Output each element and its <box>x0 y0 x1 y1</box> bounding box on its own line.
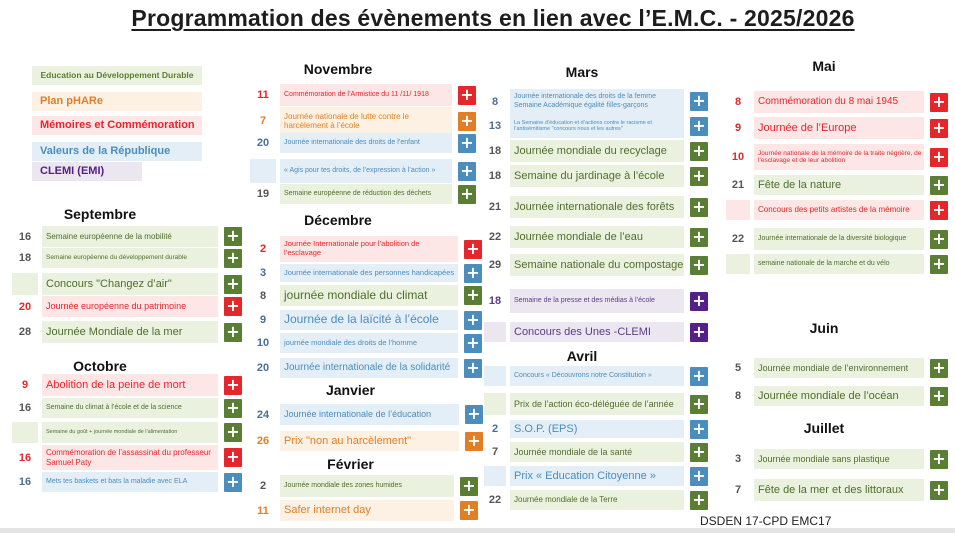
event-label-text: journée mondiale du climat <box>284 287 428 302</box>
event-label-text: Mets tes baskets et bats la maladie avec ELA <box>46 477 188 485</box>
event-day <box>484 393 506 415</box>
event-label <box>510 366 684 386</box>
event-day: 29 <box>488 259 502 271</box>
month-heading: Juin <box>809 320 839 336</box>
event-label <box>280 500 454 521</box>
event-label <box>510 254 684 276</box>
plus-icon: + <box>467 430 481 450</box>
add-event-button[interactable] <box>690 256 708 275</box>
event-label <box>42 398 218 418</box>
plus-icon: + <box>692 321 706 341</box>
plus-icon: + <box>692 196 706 216</box>
event-label <box>280 133 452 153</box>
event-label <box>280 236 458 262</box>
event-label-text: Commémoration de l’assassinat du professeur Samuel Paty <box>46 448 211 467</box>
event-label <box>510 226 684 248</box>
add-event-button[interactable] <box>690 323 708 342</box>
event-label-text: « Agis pour tes droits, de l’expression à l’action » <box>284 166 436 174</box>
add-event-button[interactable] <box>690 395 708 414</box>
add-event-button[interactable] <box>690 117 708 136</box>
add-event-button[interactable] <box>930 255 948 274</box>
add-event-button[interactable] <box>690 491 708 510</box>
event-label-text: Fête de la nature <box>758 178 842 191</box>
plus-icon: + <box>692 165 706 185</box>
add-event-button[interactable] <box>224 227 242 246</box>
plus-icon: + <box>462 500 476 519</box>
event-day: 2 <box>259 243 267 255</box>
plus-icon: + <box>932 253 946 273</box>
event-label-text: Journée mondiale du recyclage <box>514 144 667 157</box>
event-label <box>42 226 218 247</box>
event-label <box>754 175 924 195</box>
event-label-text: Journée internationale des personnes handicapées <box>284 267 455 277</box>
event-day: 3 <box>734 453 742 465</box>
plus-icon: + <box>692 489 706 509</box>
add-event-button[interactable] <box>930 119 948 138</box>
event-day: 16 <box>18 476 32 488</box>
event-label <box>754 386 924 406</box>
plus-icon: + <box>692 393 706 413</box>
plus-icon: + <box>466 238 480 258</box>
event-label-text: Journée internationale des droits de l’enfant <box>284 138 420 146</box>
plus-icon: + <box>466 357 480 377</box>
plus-icon: + <box>460 160 474 180</box>
plus-icon: + <box>692 140 706 160</box>
plus-icon: + <box>466 332 480 352</box>
event-day: 2 <box>491 423 499 435</box>
event-label <box>42 445 218 470</box>
month-heading: Février <box>327 456 374 472</box>
event-day: 7 <box>491 446 499 458</box>
event-label <box>42 296 218 317</box>
footer-credit: DSDEN 17-CPD EMC17 <box>700 514 832 528</box>
plus-icon: + <box>226 321 240 341</box>
event-label <box>280 404 459 425</box>
event-day <box>726 254 750 274</box>
event-label-text: La Semaine d’éducation et d’actions contre le racisme et l’antisémitisme "concours nous et les autres" <box>514 119 652 132</box>
add-event-button[interactable] <box>930 450 948 469</box>
event-label <box>280 264 458 282</box>
event-label <box>280 333 458 353</box>
event-day: 22 <box>488 231 502 243</box>
month-heading: Mai <box>812 58 836 74</box>
event-day <box>726 200 750 220</box>
event-label <box>280 184 452 204</box>
event-label <box>510 196 684 218</box>
plus-icon: + <box>932 146 946 166</box>
event-day <box>484 366 506 386</box>
event-label <box>280 285 458 306</box>
add-event-button[interactable] <box>930 387 948 406</box>
add-event-button[interactable] <box>458 86 476 105</box>
plus-icon: + <box>692 418 706 438</box>
event-day <box>484 322 506 342</box>
plus-icon: + <box>932 357 946 377</box>
plus-icon: + <box>226 374 240 394</box>
month-heading: Mars <box>565 64 599 80</box>
add-event-button[interactable] <box>464 240 482 259</box>
event-label-text: Concours « Découvrons notre Constitution » <box>514 371 652 379</box>
event-label-text: Journée mondiale de la Terre <box>514 495 618 505</box>
event-label-text: Journée internationale des forêts <box>514 200 675 213</box>
event-day: 8 <box>259 289 267 302</box>
event-label <box>754 117 924 139</box>
event-label-text: Fête de la mer et des littoraux <box>758 483 904 496</box>
event-day: 13 <box>488 120 502 132</box>
event-label-text: Semaine européenne de la mobilité <box>46 231 172 241</box>
plus-icon: + <box>226 247 240 267</box>
plus-icon: + <box>226 296 240 315</box>
event-label-text: Journée Internationale pour l’abolition de l’esclavage <box>284 239 420 257</box>
event-label-text: semaine nationale de la marche et du vélo <box>758 259 890 267</box>
event-label-text: Abolition de la peine de mort <box>46 378 186 391</box>
event-day: 16 <box>18 402 32 414</box>
event-day: 7 <box>259 115 267 127</box>
plus-icon: + <box>692 254 706 274</box>
event-label-text: Journée mondiale de l’océan <box>758 389 899 402</box>
event-day: 18 <box>18 252 32 264</box>
event-label-text: Journée internationale de la solidarité <box>284 362 451 374</box>
add-event-button[interactable] <box>224 323 242 342</box>
event-label <box>754 254 924 274</box>
page-title: Programmation des évènements en lien avec l’E.M.C. - 2025/2026 <box>131 5 855 31</box>
add-event-button[interactable] <box>690 420 708 439</box>
event-label <box>42 422 218 443</box>
event-label <box>280 310 458 330</box>
event-label-text: Semaine du goût + journée mondiale de l’alimentation <box>46 429 178 436</box>
event-label-text: Journée internationale de la diversité biologique <box>758 234 907 242</box>
event-label-text: Journée mondiale des zones humides <box>284 481 402 489</box>
add-event-button[interactable] <box>930 359 948 378</box>
event-label <box>280 475 454 497</box>
event-label <box>510 165 684 187</box>
add-event-button[interactable] <box>690 92 708 111</box>
legend-purple: CLEMI (EMI) <box>32 162 142 181</box>
plus-icon: + <box>692 226 706 246</box>
event-day: 16 <box>18 451 32 464</box>
plus-icon: + <box>692 290 706 310</box>
event-label <box>754 144 924 170</box>
event-day: 20 <box>18 300 32 313</box>
event-label <box>754 200 924 220</box>
event-label <box>280 431 459 451</box>
event-label-text: Journée nationale de lutte contre le harcèlement à l’école <box>284 111 409 130</box>
event-label <box>510 466 684 486</box>
event-label-text: journée mondiale des droits de l’homme <box>284 337 417 347</box>
add-event-button[interactable] <box>464 264 482 283</box>
plus-icon: + <box>466 309 480 329</box>
add-event-button[interactable] <box>224 399 242 418</box>
event-label-text: Semaine du climat à l’école et de la science <box>46 403 182 411</box>
event-day: 2 <box>259 480 267 492</box>
event-label <box>754 479 924 501</box>
event-day <box>250 159 276 183</box>
event-day <box>12 422 38 443</box>
plus-icon: + <box>692 365 706 385</box>
event-day: 22 <box>731 233 745 245</box>
event-day: 8 <box>734 96 742 108</box>
event-label <box>42 273 218 295</box>
add-event-button[interactable] <box>930 201 948 220</box>
month-heading: Janvier <box>325 382 376 398</box>
legend-orange: Plan pHARe <box>32 92 202 111</box>
event-label-text: Commémoration de l’Armistice du 11 /11/ 1918 <box>284 90 429 98</box>
event-label-text: Journée nationale de la mémoire de la traite négrière, de l’esclavage et de leur abolition <box>758 149 922 164</box>
event-day: 5 <box>734 362 742 374</box>
event-day: 20 <box>256 362 270 374</box>
event-label-text: Semaine du jardinage à l’école <box>514 169 665 182</box>
event-day: 18 <box>488 170 502 182</box>
plus-icon: + <box>932 448 946 468</box>
event-label <box>754 91 924 113</box>
event-day: 19 <box>256 188 270 200</box>
add-event-button[interactable] <box>464 311 482 330</box>
add-event-button[interactable] <box>690 142 708 161</box>
event-label-text: Prix « Education Citoyenne » <box>514 469 656 482</box>
add-event-button[interactable] <box>930 230 948 249</box>
event-label <box>510 289 684 313</box>
event-label-text: Semaine européenne du développement durable <box>46 254 187 262</box>
month-heading: Décembre <box>304 212 372 228</box>
event-day: 18 <box>488 145 502 157</box>
plus-icon: + <box>226 273 240 293</box>
event-label <box>754 228 924 250</box>
add-event-button[interactable] <box>464 286 482 305</box>
add-event-button[interactable] <box>465 405 483 424</box>
add-event-button[interactable] <box>460 501 478 520</box>
event-label <box>280 159 452 183</box>
event-label <box>754 449 924 469</box>
bottom-divider <box>0 528 955 533</box>
event-label <box>510 140 684 162</box>
month-heading: Novembre <box>303 61 373 77</box>
event-day: 26 <box>256 435 270 447</box>
event-day: 20 <box>256 137 270 149</box>
event-label-text: Journée de la laïcité à l’école <box>284 312 439 327</box>
event-label-text: Safer internet day <box>284 504 371 517</box>
event-label-text: Journée internationale des droits de la femme Semaine Académique égalité filles-garçons <box>514 93 657 109</box>
add-event-button[interactable] <box>460 477 478 496</box>
event-label-text: Journée mondiale de la santé <box>514 446 633 457</box>
plus-icon: + <box>460 84 474 104</box>
event-label <box>510 114 684 138</box>
add-event-button[interactable] <box>690 292 708 311</box>
event-label-text: Concours des Unes -CLEMI <box>514 325 651 338</box>
event-label <box>280 358 458 378</box>
event-label-text: Journée européenne du patrimoine <box>46 301 187 312</box>
event-day: 24 <box>256 408 270 421</box>
event-label-text: Prix de l’action éco-déléguée de l’année <box>514 398 674 409</box>
event-label <box>42 374 218 396</box>
plus-icon: + <box>226 422 240 441</box>
event-label <box>510 490 684 510</box>
plus-icon: + <box>932 91 946 111</box>
add-event-button[interactable] <box>690 443 708 462</box>
event-label <box>42 472 218 492</box>
add-event-button[interactable] <box>224 249 242 268</box>
event-label-text: Concours des petits artistes de la mémoire <box>758 205 910 215</box>
event-day: 7 <box>734 484 742 496</box>
event-label-text: Journée internationale de l’éducation <box>284 409 432 420</box>
event-label <box>510 322 684 342</box>
plus-icon: + <box>932 385 946 405</box>
event-label-text: Journée Mondiale de la mer <box>46 325 183 338</box>
event-label <box>510 89 684 114</box>
add-event-button[interactable] <box>458 162 476 181</box>
plus-icon: + <box>460 110 474 130</box>
event-day <box>484 466 506 486</box>
event-label <box>754 358 924 378</box>
legend-green: Education au Développement Durable <box>32 66 202 85</box>
event-day: 11 <box>257 504 269 517</box>
add-event-button[interactable] <box>224 473 242 492</box>
add-event-button[interactable] <box>690 228 708 247</box>
plus-icon: + <box>692 465 706 485</box>
add-event-button[interactable] <box>930 148 948 167</box>
add-event-button[interactable] <box>458 112 476 131</box>
plus-icon: + <box>692 91 706 110</box>
event-day: 22 <box>488 494 502 506</box>
event-label <box>280 84 452 106</box>
add-event-button[interactable] <box>458 185 476 204</box>
plus-icon: + <box>462 475 476 495</box>
event-day: 3 <box>259 267 267 279</box>
event-label-text: Prix "non au harcèlement" <box>284 434 412 447</box>
month-heading: Juillet <box>803 420 845 436</box>
event-day: 28 <box>18 326 32 338</box>
plus-icon: + <box>932 199 946 219</box>
add-event-button[interactable] <box>690 367 708 386</box>
event-day: 8 <box>491 95 499 108</box>
add-event-button[interactable] <box>930 93 948 112</box>
event-label-text: Commémoration du 8 mai 1945 <box>758 96 899 108</box>
plus-icon: + <box>692 441 706 461</box>
event-label-text: Journée mondiale sans plastique <box>758 453 890 464</box>
event-label <box>42 321 218 343</box>
event-label <box>510 442 684 462</box>
legend-red: Mémoires et Commémoration <box>32 116 202 135</box>
event-label-text: Journée mondiale de l’environnement <box>758 362 909 373</box>
event-day: 21 <box>731 179 745 191</box>
plus-icon: + <box>226 226 240 245</box>
event-label-text: Journée mondiale de l’eau <box>514 230 644 243</box>
plus-icon: + <box>466 285 480 304</box>
event-day <box>12 273 38 295</box>
plus-icon: + <box>932 117 946 137</box>
add-event-button[interactable] <box>224 297 242 316</box>
add-event-button[interactable] <box>458 134 476 153</box>
event-day: 10 <box>731 151 745 163</box>
event-label-text: Semaine nationale du compostage <box>514 258 684 271</box>
event-day: 11 <box>257 89 269 101</box>
event-day: 18 <box>488 295 502 307</box>
add-event-button[interactable] <box>690 198 708 217</box>
event-day: 10 <box>256 337 270 349</box>
plus-icon: + <box>932 228 946 248</box>
plus-icon: + <box>692 115 706 135</box>
add-event-button[interactable] <box>690 167 708 186</box>
event-label-text: S.O.P. (EPS) <box>514 422 578 435</box>
add-event-button[interactable] <box>224 275 242 294</box>
plus-icon: + <box>226 471 240 491</box>
plus-icon: + <box>460 132 474 152</box>
event-label-text: Concours "Changez d’air" <box>46 277 172 290</box>
event-day: 21 <box>488 201 502 213</box>
event-label-text: Semaine de la presse et des médias à l’école <box>514 296 655 304</box>
plus-icon: + <box>932 479 946 499</box>
add-event-button[interactable] <box>930 481 948 500</box>
plus-icon: + <box>226 447 240 466</box>
month-heading: Septembre <box>63 206 137 222</box>
event-label-text: Journée de l’Europe <box>758 121 857 134</box>
add-event-button[interactable] <box>690 467 708 486</box>
event-day: 9 <box>259 314 267 326</box>
event-label <box>42 248 218 268</box>
month-heading: Octobre <box>73 358 127 374</box>
plus-icon: + <box>460 183 474 203</box>
plus-icon: + <box>226 397 240 417</box>
event-day: 9 <box>21 379 29 391</box>
add-event-button[interactable] <box>930 176 948 195</box>
plus-icon: + <box>467 404 481 423</box>
event-day: 16 <box>18 230 32 243</box>
event-label <box>510 393 684 415</box>
legend-blue: Valeurs de la République <box>32 142 202 161</box>
add-event-button[interactable] <box>224 423 242 442</box>
event-label-text: Semaine européenne de réduction des déchets <box>284 189 432 197</box>
plus-icon: + <box>932 174 946 194</box>
event-label <box>510 420 684 438</box>
event-day: 9 <box>734 122 742 134</box>
event-day: 8 <box>734 390 742 402</box>
add-event-button[interactable] <box>465 432 483 451</box>
event-label <box>280 107 452 135</box>
plus-icon: + <box>466 262 480 282</box>
month-heading: Avril <box>566 348 598 364</box>
